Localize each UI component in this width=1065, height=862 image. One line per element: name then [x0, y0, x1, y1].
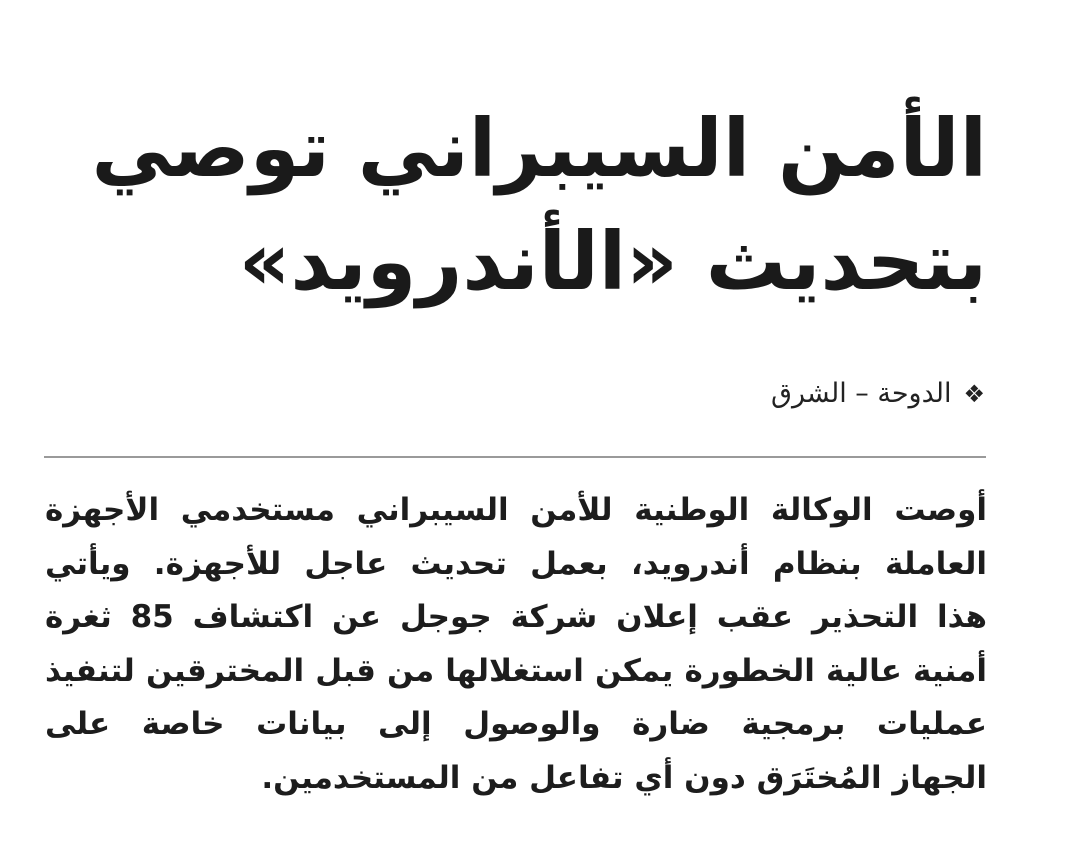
- headline: [91, 92, 987, 318]
- divider: [44, 456, 986, 458]
- body-line: العاملة بنظام أندرويد، بعمل تحديث عاجل للأجهزة. ويأتي: [45, 545, 987, 582]
- headline-line: بتحديث «الأندرويد»: [238, 215, 987, 308]
- body-line: عمليات برمجية ضارة والوصول إلى بيانات خاصة على: [45, 706, 987, 742]
- diamond-ornament-icon: ❖: [963, 379, 985, 408]
- body-line: أوصت الوكالة الوطنية للأمن السيبراني مستخدمي الأجهزة: [45, 492, 987, 528]
- byline-text: الدوحة – الشرق: [771, 378, 952, 409]
- body-line: هذا التحذير عقب إعلان شركة جوجل عن اكتشاف 85 ثغرة: [45, 599, 987, 635]
- byline: [771, 378, 985, 409]
- body-line: أمنية عالية الخطورة يمكن استغلالها من قبل المخترقين لتنفيذ: [45, 652, 987, 689]
- article-body: [45, 484, 987, 805]
- body-line: الجهاز المُختَرَق دون أي تفاعل من المستخدمين.: [261, 759, 987, 796]
- headline-line: الأمن السيبراني توصي: [91, 102, 987, 195]
